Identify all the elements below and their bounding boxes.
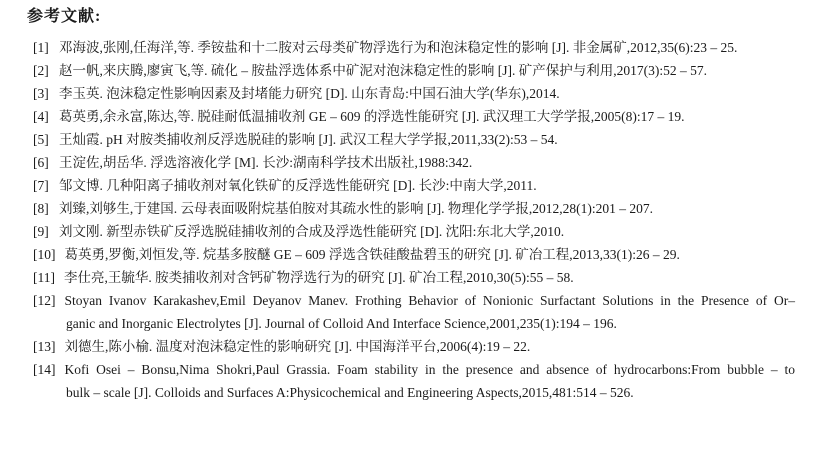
reference-line bbox=[33, 220, 795, 243]
reference-text: 王淀佐,胡岳华. 浮选溶液化学 [M]. 长沙:湖南科学技术出版社,1988:342. bbox=[59, 155, 473, 170]
reference-list bbox=[33, 36, 795, 404]
reference-number: [10] bbox=[33, 247, 56, 262]
reference-line bbox=[33, 197, 795, 220]
reference-line bbox=[33, 151, 795, 174]
reference-item bbox=[33, 197, 795, 220]
reference-number: [4] bbox=[33, 109, 49, 124]
reference-line bbox=[33, 174, 795, 197]
reference-text: 赵一帆,来庆腾,廖寅飞,等. 硫化 – 胺盐浮选体系中矿泥对泡沫稳定性的影响 [J]. 矿产保护与利用,2017(3):52 – 57. bbox=[59, 63, 707, 78]
reference-item bbox=[33, 82, 795, 105]
reference-continuation-line: bulk – scale [J]. Colloids and Surfaces A:Physicochemical and Engineering Aspects,2015,481:514 – 526. bbox=[66, 385, 634, 400]
reference-number: [7] bbox=[33, 178, 49, 193]
reference-item bbox=[33, 59, 795, 82]
reference-line bbox=[33, 243, 795, 266]
reference-text: 邹文博. 几种阳离子捕收剂对氧化铁矿的反浮选性能研究 [D]. 长沙:中南大学,2011. bbox=[59, 178, 537, 193]
reference-number: [9] bbox=[33, 224, 49, 239]
reference-line bbox=[33, 82, 795, 105]
reference-item bbox=[33, 266, 795, 289]
reference-continuation-line: ganic and Inorganic Electrolytes [J]. Journal of Colloid And Interface Science,2001,235(1):194 – 196. bbox=[66, 316, 617, 331]
reference-line bbox=[33, 266, 795, 289]
reference-number: [13] bbox=[33, 339, 56, 354]
reference-number: [8] bbox=[33, 201, 49, 216]
reference-text: Stoyan Ivanov Karakashev,Emil Deyanov Manev. Frothing Behavior of Nonionic Surfactant Solutions in the Presence of Or– bbox=[64, 293, 795, 308]
reference-number: [12] bbox=[33, 293, 56, 308]
reference-number: [2] bbox=[33, 63, 49, 78]
reference-item bbox=[33, 36, 795, 59]
reference-line bbox=[33, 36, 795, 59]
reference-number: [1] bbox=[33, 40, 49, 55]
reference-item bbox=[33, 151, 795, 174]
reference-line bbox=[33, 289, 795, 312]
reference-item bbox=[33, 358, 795, 404]
reference-line bbox=[33, 105, 795, 128]
reference-text: 李仕亮,王毓华. 胺类捕收剂对含钙矿物浮选行为的研究 [J]. 矿冶工程,2010,30(5):55 – 58. bbox=[64, 270, 574, 285]
reference-text: 李玉英. 泡沫稳定性影响因素及封堵能力研究 [D]. 山东青岛:中国石油大学(华东),2014. bbox=[59, 86, 560, 101]
reference-number: [6] bbox=[33, 155, 49, 170]
reference-number: [3] bbox=[33, 86, 49, 101]
reference-item bbox=[33, 220, 795, 243]
reference-item bbox=[33, 289, 795, 335]
reference-text: 王灿霞. pH 对胺类捕收剂反浮选脱硅的影响 [J]. 武汉工程大学学报,2011,33(2):53 – 54. bbox=[59, 132, 558, 147]
reference-line bbox=[33, 128, 795, 151]
reference-line bbox=[33, 358, 795, 381]
reference-text: 刘臻,刘够生,于建国. 云母表面吸附烷基伯胺对其疏水性的影响 [J]. 物理化学学报,2012,28(1):201 – 207. bbox=[59, 201, 653, 216]
reference-item bbox=[33, 105, 795, 128]
reference-text: 邓海波,张刚,任海洋,等. 季铵盐和十二胺对云母类矿物浮选行为和泡沫稳定性的影响 [J]. 非金属矿,2012,35(6):23 – 25. bbox=[59, 40, 738, 55]
page-title: 参考文献: bbox=[27, 8, 102, 25]
reference-item bbox=[33, 335, 795, 358]
reference-text: 刘文刚. 新型赤铁矿反浮选脱硅捕收剂的合成及浮选性能研究 [D]. 沈阳:东北大学,2010. bbox=[59, 224, 565, 239]
reference-text: 葛英勇,罗衡,刘恒发,等. 烷基多胺醚 GE – 609 浮选含铁硅酸盐碧玉的研究 [J]. 矿冶工程,2013,33(1):26 – 29. bbox=[64, 247, 680, 262]
reference-item bbox=[33, 128, 795, 151]
reference-text: 刘德生,陈小榆. 温度对泡沫稳定性的影响研究 [J]. 中国海洋平台,2006(4):19 – 22. bbox=[64, 339, 531, 354]
reference-text: Kofi Osei – Bonsu,Nima Shokri,Paul Grassia. Foam stability in the presence and absence of hydrocarbons:From bubble – to bbox=[64, 362, 795, 377]
reference-number: [11] bbox=[33, 270, 55, 285]
reference-number: [5] bbox=[33, 132, 49, 147]
reference-text: 葛英勇,余永富,陈达,等. 脱硅耐低温捕收剂 GE – 609 的浮选性能研究 [J]. 武汉理工大学学报,2005(8):17 – 19. bbox=[59, 109, 685, 124]
reference-number: [14] bbox=[33, 362, 56, 377]
reference-item bbox=[33, 174, 795, 197]
reference-line bbox=[33, 335, 795, 358]
reference-item bbox=[33, 243, 795, 266]
reference-line bbox=[33, 59, 795, 82]
